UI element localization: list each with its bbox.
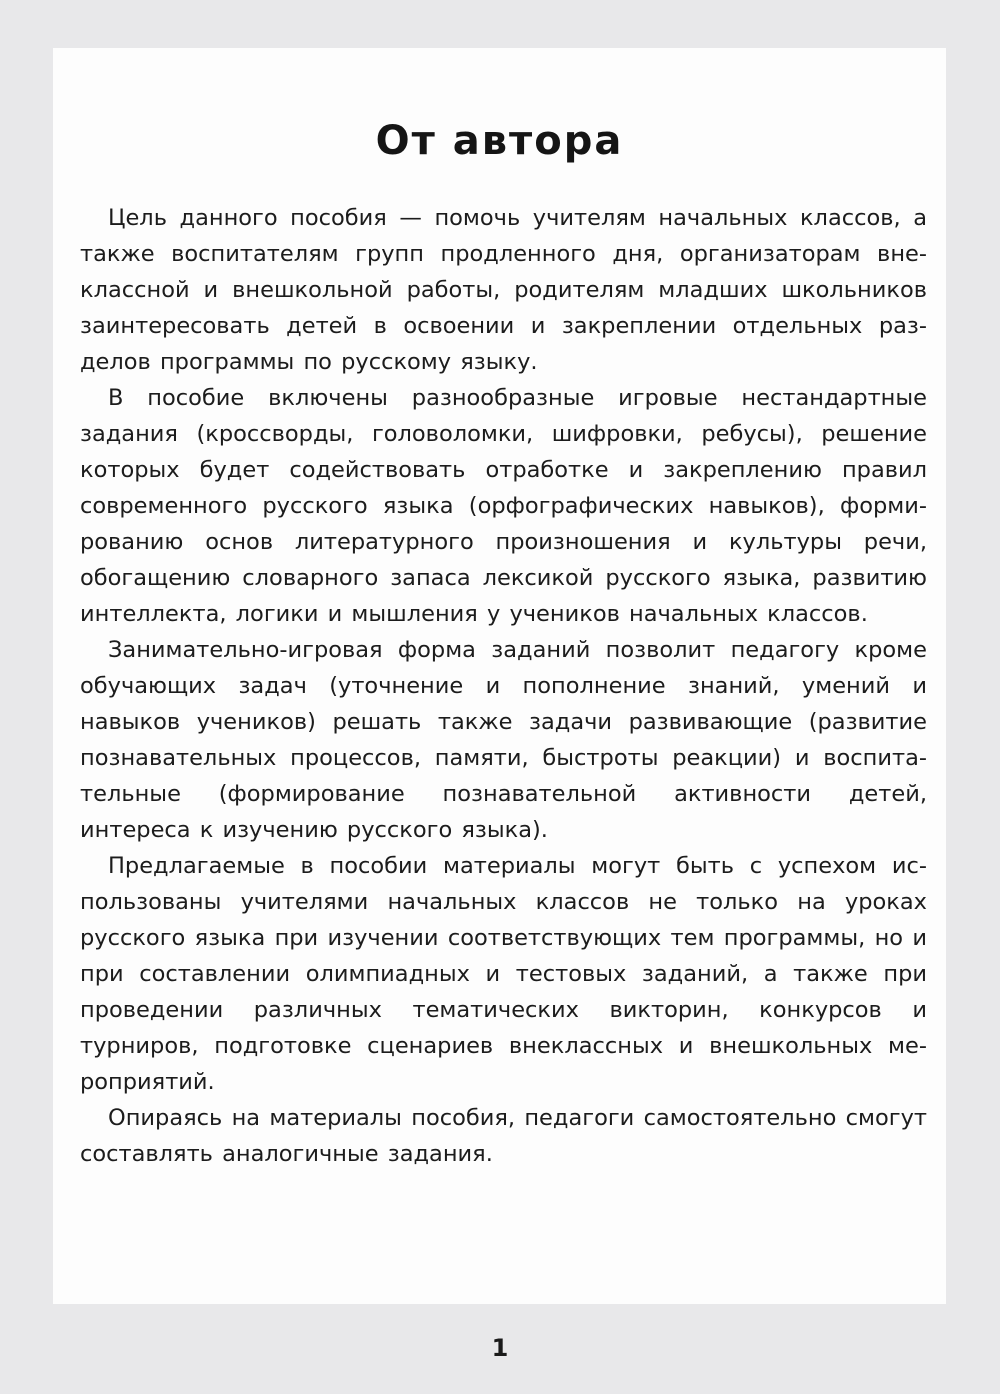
paragraph: Цель данного пособия — помочь учителям начальных классов, а также воспитателям групп продленного дня, организаторам внеклассной и внешкольной работы, родителям младших школьников заинтересовать детей в освоении и закреплении отдельных разделов программы по русскому языку. xyxy=(80,205,927,375)
body-text xyxy=(80,200,927,1172)
paragraph: В пособие включены разнообразные игровые нестандартные задания (кроссворды, головоломки, шифровки, ребусы), решение которых будет содействовать отработке и закреплению правил современного русского языка (орфографических навыков), формированию основ литературного произношения и культуры речи, обогащению словарного запаса лексикой русского языка, развитию интеллекта, логики и мышления у учеников начальных классов. xyxy=(80,385,927,627)
paragraph: Предлагаемые в пособии материалы могут быть с успехом использованы учителями начальных классов не только на уроках русского языка при изучении соответствующих тем программы, но и при составлении олимпиадных и тестовых заданий, а также при проведении различных тематических викторин, конкурсов и турниров, подготовке сценариев внеклассных и внешкольных мероприятий. xyxy=(80,853,927,1095)
paragraph: Опираясь на материалы пособия, педагоги самостоятельно смогут составлять аналогичные задания. xyxy=(80,1105,927,1167)
paragraph: Занимательно-игровая форма заданий позволит педагогу кроме обучающих задач (уточнение и пополнение знаний, умений и навыков учеников) решать также задачи развивающие (развитие познавательных процессов, памяти, быстроты реакции) и воспитательные (формирование познавательной активности детей, интереса к изучению русского языка). xyxy=(80,637,927,843)
page-number: 1 xyxy=(491,1334,509,1362)
page-title: От автора xyxy=(375,118,624,164)
